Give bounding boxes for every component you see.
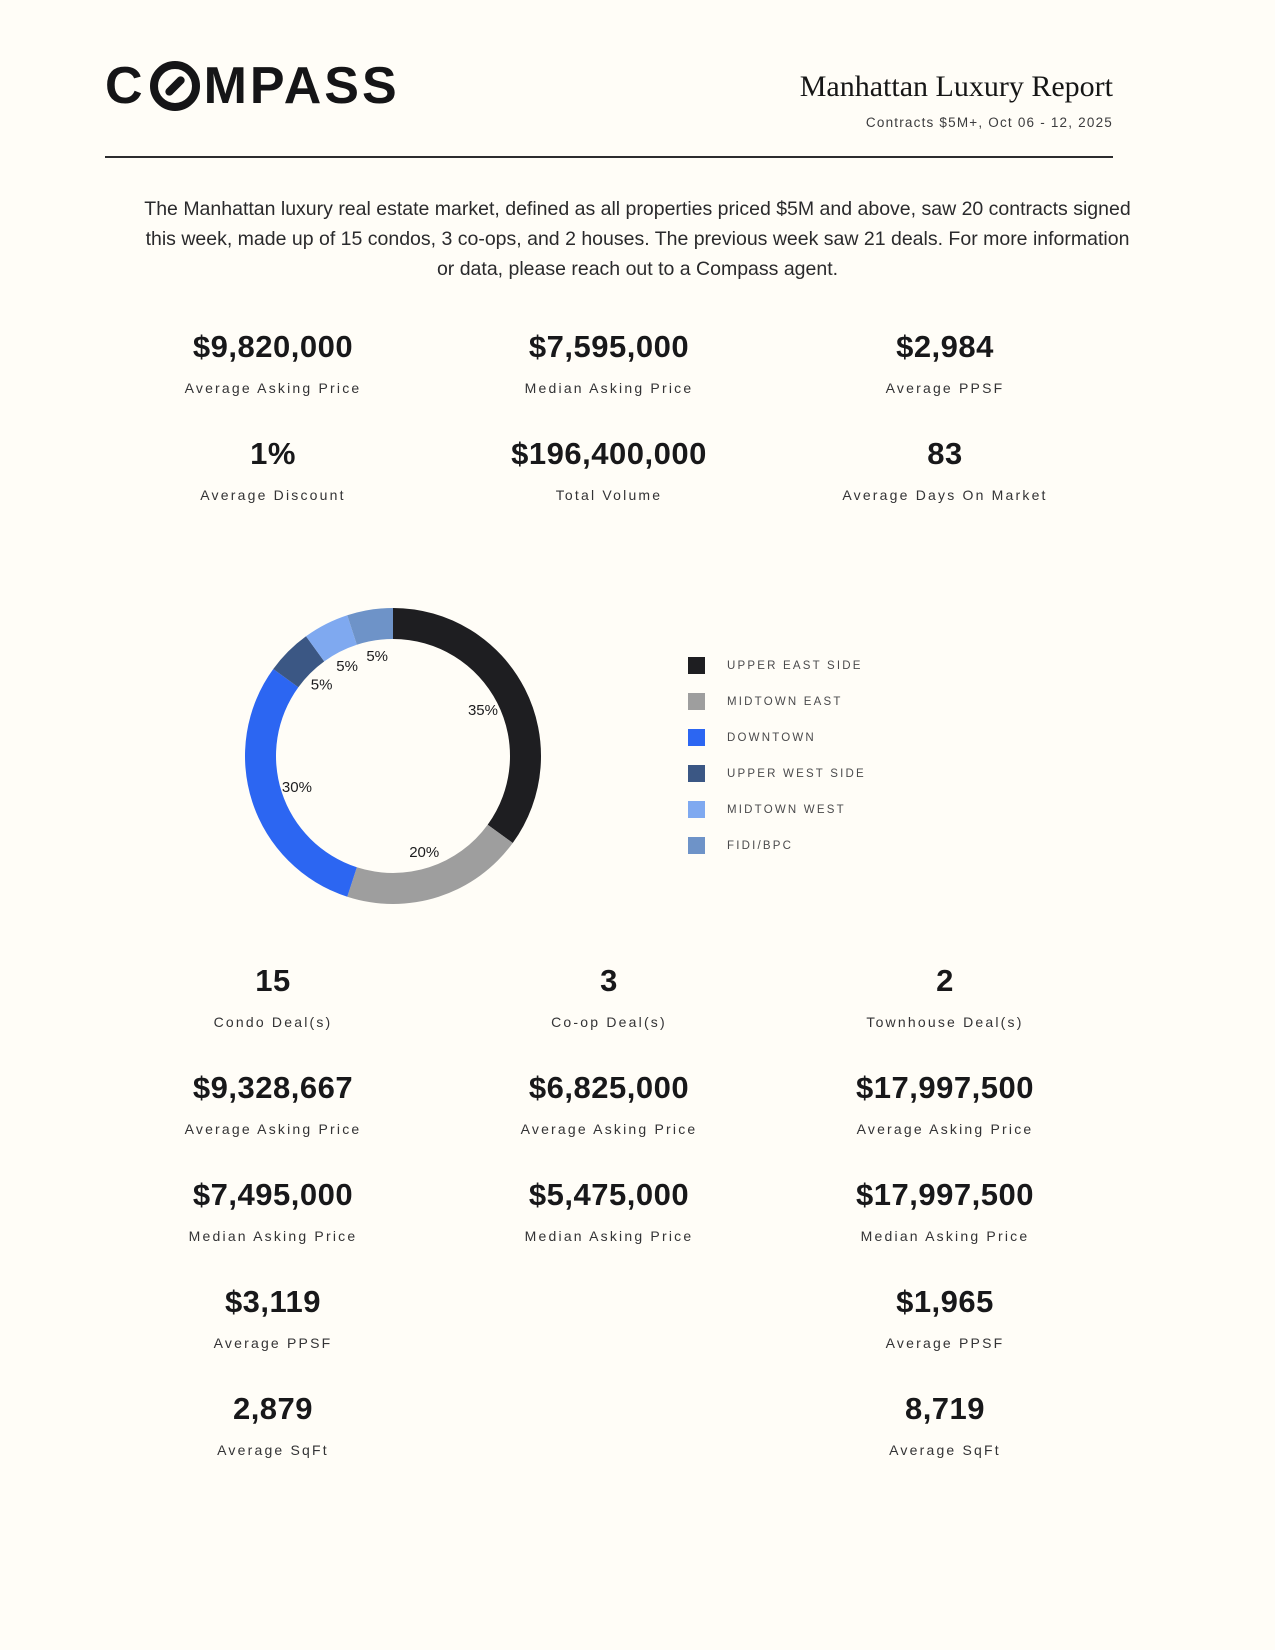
stat-label: Median Asking Price (524, 1227, 694, 1244)
stat-cell (441, 1070, 777, 1177)
stat-value: $7,595,000 (528, 328, 690, 364)
deal-type-grid (105, 963, 1170, 1498)
stat-cell (105, 963, 441, 1070)
stat-label: Average SqFt (889, 1441, 1001, 1458)
donut-slice-label: 5% (366, 647, 389, 665)
stat-label: Average PPSF (213, 1334, 333, 1351)
stat-label: Average Asking Price (184, 379, 362, 396)
stat-label: Co-op Deal(s) (551, 1013, 667, 1030)
header-divider (105, 156, 1113, 158)
stat-label: Average PPSF (885, 379, 1005, 396)
stat-cell (441, 436, 777, 543)
deal-column (441, 963, 777, 1498)
legend-item (688, 756, 866, 792)
stat-cell (105, 1284, 441, 1391)
stat-value: 3 (600, 962, 618, 998)
legend-label: UPPER WEST SIDE (727, 767, 866, 780)
stat-cell (441, 963, 777, 1070)
neighborhood-chart-section (105, 601, 1170, 911)
stat-value: $9,820,000 (192, 328, 354, 364)
legend-label: FIDI/BPC (727, 839, 794, 852)
deal-column (777, 963, 1113, 1498)
legend-item (688, 684, 866, 720)
stat-label: Average Asking Price (184, 1120, 362, 1137)
stat-value: $6,825,000 (528, 1069, 690, 1105)
stat-label: Average Discount (200, 486, 346, 503)
legend-item (688, 828, 866, 864)
stat-value: 2,879 (232, 1390, 314, 1426)
stat-label: Total Volume (555, 486, 663, 503)
donut-slice (347, 824, 512, 903)
stat-cell (777, 1177, 1113, 1284)
deal-column (105, 963, 441, 1498)
stat-cell (105, 1391, 441, 1498)
donut-slice-label: 20% (409, 843, 440, 861)
legend-label: MIDTOWN WEST (727, 803, 846, 816)
compass-logo (105, 57, 400, 115)
legend-swatch-icon (688, 837, 705, 854)
donut-chart-svg (238, 601, 548, 911)
legend-swatch-icon (688, 765, 705, 782)
legend-label: DOWNTOWN (727, 731, 816, 744)
stat-cell (777, 963, 1113, 1070)
stat-cell (105, 1070, 441, 1177)
legend-item (688, 792, 866, 828)
legend-swatch-icon (688, 729, 705, 746)
report-header (105, 0, 1170, 130)
legend-swatch-icon (688, 657, 705, 674)
stat-value: 2 (936, 962, 954, 998)
stat-cell (105, 1177, 441, 1284)
donut-slice (393, 608, 541, 843)
stat-value: 1% (250, 435, 296, 471)
logo-letter: C (105, 57, 146, 115)
stat-cell (777, 1070, 1113, 1177)
summary-stats-grid (105, 329, 1170, 543)
stat-cell (441, 1177, 777, 1284)
stat-label: Median Asking Price (188, 1227, 358, 1244)
stat-value: $2,984 (896, 328, 994, 364)
legend-label: UPPER EAST SIDE (727, 659, 863, 672)
report-subtitle: Contracts $5M+, Oct 06 - 12, 2025 (865, 115, 1113, 130)
donut-slice-label: 5% (336, 657, 358, 675)
report-title: Manhattan Luxury Report (799, 70, 1113, 103)
stat-label: Average Days On Market (842, 486, 1048, 503)
stat-cell (777, 436, 1113, 543)
donut-slice-label: 30% (281, 778, 312, 796)
legend-swatch-icon (688, 801, 705, 818)
stat-value: $17,997,500 (856, 1176, 1034, 1212)
donut-slice-label: 35% (467, 701, 499, 719)
stat-value: $3,119 (224, 1283, 322, 1319)
legend-item (688, 648, 866, 684)
stat-value: 15 (255, 962, 291, 998)
logo-letters: MPASS (203, 57, 400, 115)
stat-value: $7,495,000 (192, 1176, 354, 1212)
donut-slice-label: 5% (310, 676, 333, 694)
stat-cell (105, 436, 441, 543)
stat-value: 8,719 (904, 1390, 986, 1426)
stat-cell (441, 329, 777, 436)
stat-label: Townhouse Deal(s) (866, 1013, 1024, 1030)
legend-swatch-icon (688, 693, 705, 710)
stat-value: $17,997,500 (856, 1069, 1034, 1105)
stat-cell (777, 1284, 1113, 1391)
stat-label: Average SqFt (217, 1441, 329, 1458)
stat-label: Condo Deal(s) (213, 1013, 333, 1030)
legend-item (688, 720, 866, 756)
chart-legend (688, 648, 866, 864)
compass-o-icon (150, 61, 200, 111)
stat-value: $5,475,000 (528, 1176, 690, 1212)
stat-label: Median Asking Price (860, 1227, 1030, 1244)
intro-paragraph: The Manhattan luxury real estate market, defined as all properties priced $5M and above, saw 20 contracts signed this week, made up of 15 condos, 3 co-ops, and 2 houses. The previous week saw 21 deals. For more information or data, please reach out to a Compass agent. (144, 198, 1131, 281)
donut-chart (238, 601, 548, 911)
stat-cell (105, 329, 441, 436)
header-titles (800, 60, 1170, 130)
stat-value: 83 (927, 435, 963, 471)
stat-value: $196,400,000 (511, 435, 707, 471)
compass-needle-icon (163, 75, 186, 98)
stat-label: Average PPSF (885, 1334, 1005, 1351)
stat-value: $9,328,667 (192, 1069, 354, 1105)
stat-cell (777, 1391, 1113, 1498)
stat-value: $1,965 (896, 1283, 994, 1319)
stat-cell (777, 329, 1113, 436)
stat-label: Median Asking Price (524, 379, 694, 396)
stat-label: Average Asking Price (856, 1120, 1034, 1137)
stat-label: Average Asking Price (520, 1120, 698, 1137)
legend-label: MIDTOWN EAST (727, 695, 843, 708)
